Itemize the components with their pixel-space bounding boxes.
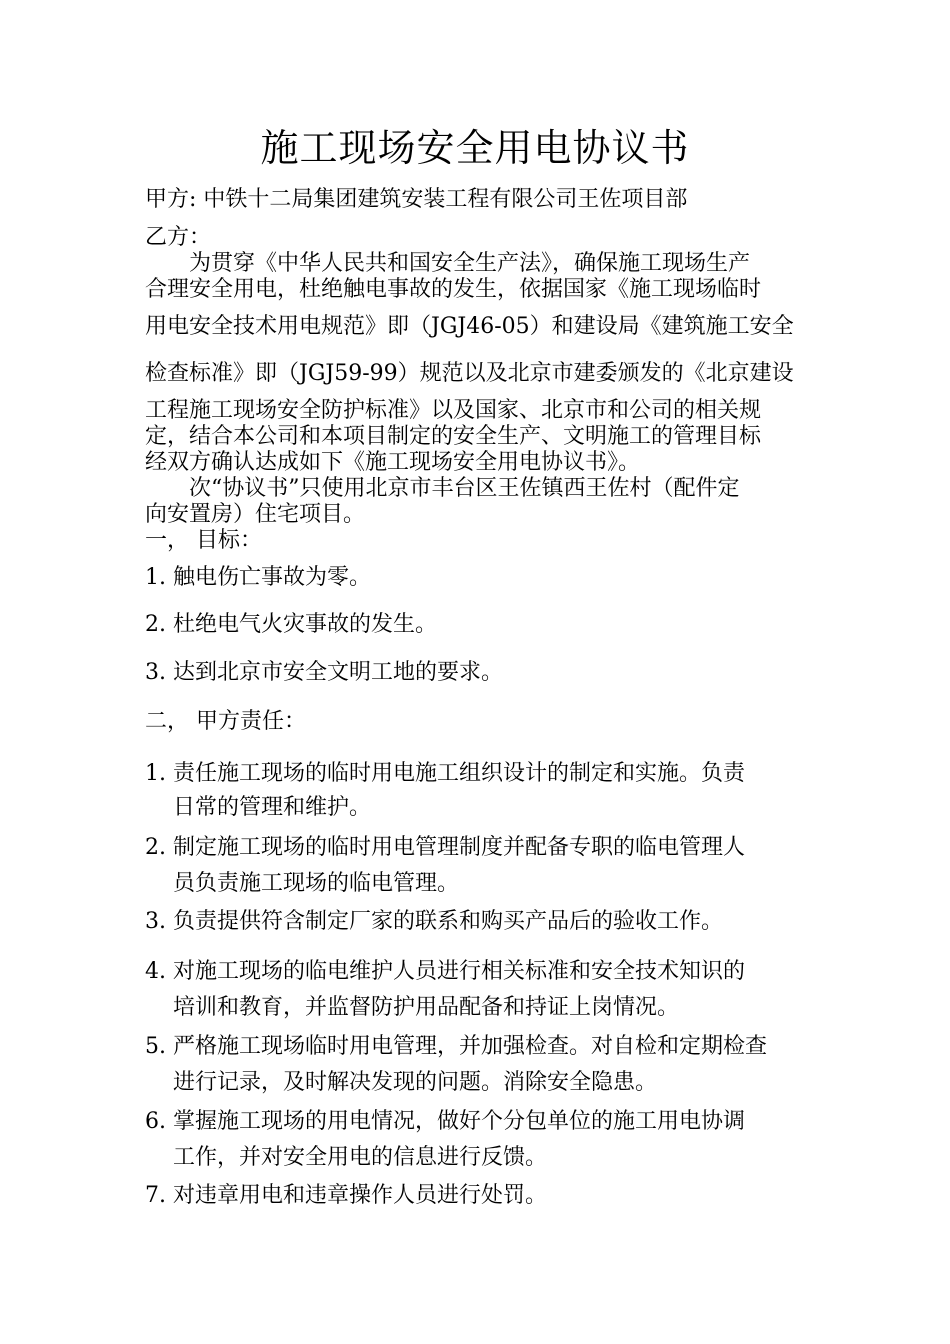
list-item bbox=[145, 1108, 745, 1136]
list-item bbox=[145, 834, 745, 862]
list-item-text: 负责提供符含制定厂家的联系和购买产品后的验收工作。 bbox=[173, 909, 724, 934]
list-item bbox=[145, 908, 723, 936]
list-item-text: 员负责施工现场的临电管理。 bbox=[173, 871, 460, 896]
list-item-number: 2. bbox=[145, 612, 166, 637]
list-item-text: 对违章用电和违章操作人员进行处罚。 bbox=[173, 1183, 548, 1208]
party-a: 甲方: 中铁十二局集团建筑安装工程有限公司王佐项目部 bbox=[145, 187, 688, 212]
list-item-number: 4. bbox=[145, 959, 166, 984]
intro-line: 经双方确认达成如下《施工现场安全用电协议书》。 bbox=[145, 450, 641, 475]
list-item bbox=[145, 1033, 767, 1061]
list-item-text: 进行记录，及时解决发现的问题。消除安全隐患。 bbox=[173, 1070, 658, 1095]
list-item bbox=[145, 659, 503, 687]
list-item-number: 1. bbox=[145, 565, 166, 590]
list-item-number: 3. bbox=[145, 909, 166, 934]
list-item-text: 严格施工现场临时用电管理，并加强检查。对自检和定期检查 bbox=[173, 1034, 768, 1059]
scope-line: 次“协议书”只使用北京市丰台区王佐镇西王佐村（配件定 bbox=[145, 476, 740, 501]
intro-line: 为贯穿《中华人民共和国安全生产法》，确保施工现场生产 bbox=[145, 251, 751, 276]
list-item-text: 触电伤亡事故为零。 bbox=[173, 565, 372, 590]
list-item-text: 杜绝电气火灾事故的发生。 bbox=[173, 612, 438, 637]
intro-line: 合理安全用电，杜绝触电事故的发生，依据国家《施工现场临时 bbox=[145, 277, 762, 302]
scope-line: 向安置房）住宅项目。 bbox=[145, 502, 366, 527]
list-item-text: 掌握施工现场的用电情况，做好个分包单位的施工用电协调 bbox=[173, 1109, 746, 1134]
list-item bbox=[145, 564, 371, 592]
list-item-number: 1. bbox=[145, 761, 166, 786]
list-item-text: 培训和教育，并监督防护用品配备和持证上岗情况。 bbox=[173, 995, 680, 1020]
list-item-number: 2. bbox=[145, 835, 166, 860]
section1-heading: 一， 目标： bbox=[145, 528, 262, 553]
list-item bbox=[145, 958, 745, 986]
list-item bbox=[145, 1182, 547, 1210]
list-item bbox=[145, 611, 437, 639]
intro-line: 工程施工现场安全防护标准》以及国家、北京市和公司的相关规 bbox=[145, 398, 762, 423]
list-item-number: 5. bbox=[145, 1034, 166, 1059]
section2-heading: 二， 甲方责任： bbox=[145, 709, 306, 734]
document-title: 施工现场安全用电协议书 bbox=[260, 126, 690, 170]
list-item-continuation bbox=[145, 870, 459, 898]
intro-line: 检查标准》即（JGJ59-99）规范以及北京市建委颁发的《北京建设 bbox=[145, 361, 794, 386]
list-item-text: 达到北京市安全文明工地的要求。 bbox=[173, 660, 504, 685]
list-item-number: 7. bbox=[145, 1183, 166, 1208]
list-item-text: 工作，并对安全用电的信息进行反馈。 bbox=[173, 1145, 548, 1170]
list-item-continuation bbox=[145, 1144, 547, 1172]
list-item bbox=[145, 760, 745, 788]
intro-line: 用电安全技术用电规范》即（JGJ46-05）和建设局《建筑施工安全 bbox=[145, 314, 794, 339]
list-item-number: 6. bbox=[145, 1109, 166, 1134]
list-item-continuation bbox=[145, 994, 679, 1022]
party-b: 乙方： bbox=[145, 225, 212, 250]
intro-line: 定，结合本公司和本项目制定的安全生产、文明施工的管理目标 bbox=[145, 424, 762, 449]
list-item-text: 对施工现场的临电维护人员进行相关标准和安全技术知识的 bbox=[173, 959, 746, 984]
list-item-number: 3. bbox=[145, 660, 166, 685]
list-item-text: 制定施工现场的临时用电管理制度并配备专职的临电管理人 bbox=[173, 835, 746, 860]
list-item-text: 日常的管理和维护。 bbox=[173, 795, 372, 820]
list-item-continuation bbox=[145, 1069, 657, 1097]
list-item-text: 责任施工现场的临时用电施工组织设计的制定和实施。负责 bbox=[173, 761, 746, 786]
list-item-continuation bbox=[145, 794, 371, 822]
